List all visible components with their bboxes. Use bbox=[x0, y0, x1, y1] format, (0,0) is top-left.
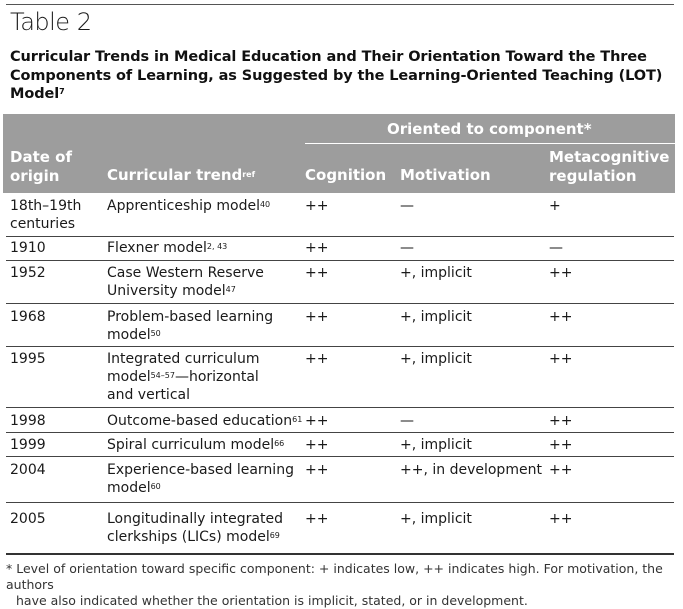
trend-text-line2 bbox=[107, 368, 307, 386]
header-trend-label: Curricular trend bbox=[107, 166, 243, 184]
cell-cognition: ++ bbox=[305, 309, 329, 325]
date-line: 18th–19th bbox=[10, 198, 82, 214]
cell-cognition: ++ bbox=[305, 198, 329, 214]
trend-text-line2 bbox=[107, 326, 307, 344]
header-trend-sup: ref bbox=[242, 170, 256, 179]
cell-motivation: +, implicit bbox=[400, 309, 472, 325]
cell-date bbox=[10, 197, 102, 233]
cell-cognition: ++ bbox=[305, 437, 329, 453]
table-header bbox=[3, 114, 675, 193]
row-divider bbox=[6, 456, 674, 457]
header-trend bbox=[107, 166, 255, 185]
top-rule bbox=[6, 4, 674, 5]
title-ref: 7 bbox=[59, 87, 65, 96]
table-label: Table 2 bbox=[10, 8, 92, 36]
trend-ref: 61 bbox=[292, 415, 303, 424]
cell-date: 2005 bbox=[10, 511, 46, 527]
cell-cognition: ++ bbox=[305, 511, 329, 527]
row-divider bbox=[6, 502, 674, 503]
header-date-line2: origin bbox=[10, 167, 60, 185]
cell-motivation: +, implicit bbox=[400, 351, 472, 367]
trend-text: Problem-based learning bbox=[107, 309, 274, 325]
cell-date: 1999 bbox=[10, 437, 46, 453]
cell-date: 2004 bbox=[10, 462, 46, 478]
trend-text: Longitudinally integrated bbox=[107, 511, 283, 527]
trend-ref: 54–57 bbox=[150, 371, 175, 380]
header-metacog-line1: Metacognitive bbox=[549, 148, 670, 166]
trend-text: clerkships (LICs) model bbox=[107, 529, 270, 545]
trend-ref: 50 bbox=[150, 329, 161, 338]
trend-text: model bbox=[107, 327, 151, 343]
row-divider bbox=[6, 432, 674, 433]
cell-trend bbox=[107, 239, 307, 257]
trend-text: Spiral curriculum model bbox=[107, 437, 275, 453]
trend-text: Flexner model bbox=[107, 240, 207, 256]
footnote-line1: * Level of orientation toward specific component: + indicates low, ++ indicates high. For motivation, the authors bbox=[6, 561, 663, 592]
cell-motivation: +, implicit bbox=[400, 437, 472, 453]
trend-ref: 60 bbox=[150, 482, 161, 491]
date-line: centuries bbox=[10, 216, 76, 232]
cell-cognition: ++ bbox=[305, 462, 329, 478]
trend-text-line2 bbox=[107, 282, 307, 300]
row-divider bbox=[6, 346, 674, 347]
cell-trend bbox=[107, 197, 307, 215]
cell-trend bbox=[107, 308, 307, 344]
header-span-label: Oriented to component* bbox=[387, 120, 592, 138]
header-metacog-line2: regulation bbox=[549, 167, 637, 185]
cell-cognition: ++ bbox=[305, 240, 329, 256]
cell-metacognitive: ++ bbox=[549, 511, 573, 527]
cell-date: 1968 bbox=[10, 309, 46, 325]
cell-metacognitive: ++ bbox=[549, 351, 573, 367]
trend-text: model bbox=[107, 480, 151, 496]
cell-metacognitive: + bbox=[549, 198, 561, 214]
cell-motivation: +, implicit bbox=[400, 265, 472, 281]
row-divider bbox=[6, 407, 674, 408]
row-divider bbox=[6, 303, 674, 304]
table-title-text: Curricular Trends in Medical Education and Their Orientation Toward the Three Components of Learning, as Suggested by the Learning-Oriented Teaching (LOT) Model bbox=[10, 49, 663, 102]
cell-trend bbox=[107, 461, 307, 497]
cell-metacognitive: ++ bbox=[549, 265, 573, 281]
cell-trend bbox=[107, 412, 307, 430]
cell-date: 1998 bbox=[10, 413, 46, 429]
trend-text: Integrated curriculum bbox=[107, 351, 260, 367]
trend-ref: 40 bbox=[259, 200, 271, 209]
trend-text: University model bbox=[107, 283, 226, 299]
cell-motivation: — bbox=[400, 413, 414, 429]
trend-ref: 69 bbox=[269, 531, 280, 540]
trend-ref: 2, 43 bbox=[206, 242, 228, 251]
trend-text: —horizontal bbox=[174, 369, 259, 385]
cell-metacognitive: ++ bbox=[549, 413, 573, 429]
cell-motivation: — bbox=[400, 198, 414, 214]
cell-metacognitive: ++ bbox=[549, 462, 573, 478]
cell-trend bbox=[107, 264, 307, 300]
cell-motivation: — bbox=[400, 240, 414, 256]
cell-trend bbox=[107, 510, 307, 546]
cell-cognition: ++ bbox=[305, 413, 329, 429]
trend-ref: 66 bbox=[274, 439, 285, 448]
header-cognition: Cognition bbox=[305, 166, 387, 184]
cell-date: 1995 bbox=[10, 351, 46, 367]
trend-text-line2 bbox=[107, 528, 307, 546]
cell-motivation: ++, in development bbox=[400, 462, 542, 478]
cell-metacognitive: ++ bbox=[549, 437, 573, 453]
cell-date: 1910 bbox=[10, 240, 46, 256]
header-date bbox=[10, 148, 72, 186]
footnote-line2: have also indicated whether the orientation is implicit, stated, or in development. bbox=[16, 593, 528, 608]
trend-text: and vertical bbox=[107, 387, 190, 403]
trend-text: Experience-based learning bbox=[107, 462, 294, 478]
cell-cognition: ++ bbox=[305, 351, 329, 367]
trend-text: Outcome-based education bbox=[107, 413, 293, 429]
row-divider bbox=[6, 236, 674, 237]
table-title bbox=[10, 48, 670, 104]
trend-ref: 47 bbox=[225, 285, 236, 294]
cell-date: 1952 bbox=[10, 265, 46, 281]
trend-text: Case Western Reserve bbox=[107, 265, 264, 281]
header-motivation: Motivation bbox=[400, 166, 491, 184]
cell-trend bbox=[107, 350, 307, 404]
table-bottom-rule bbox=[6, 553, 674, 555]
header-metacognitive bbox=[549, 148, 669, 186]
row-divider bbox=[6, 260, 674, 261]
table-footnote bbox=[6, 561, 674, 609]
cell-motivation: +, implicit bbox=[400, 511, 472, 527]
cell-metacognitive: — bbox=[549, 240, 563, 256]
header-date-line1: Date of bbox=[10, 148, 72, 166]
header-span-rule bbox=[305, 143, 675, 144]
trend-text-line2 bbox=[107, 479, 307, 497]
trend-text: model bbox=[107, 369, 151, 385]
cell-metacognitive: ++ bbox=[549, 309, 573, 325]
cell-trend bbox=[107, 436, 307, 454]
trend-text: Apprenticeship model bbox=[107, 198, 260, 214]
cell-cognition: ++ bbox=[305, 265, 329, 281]
